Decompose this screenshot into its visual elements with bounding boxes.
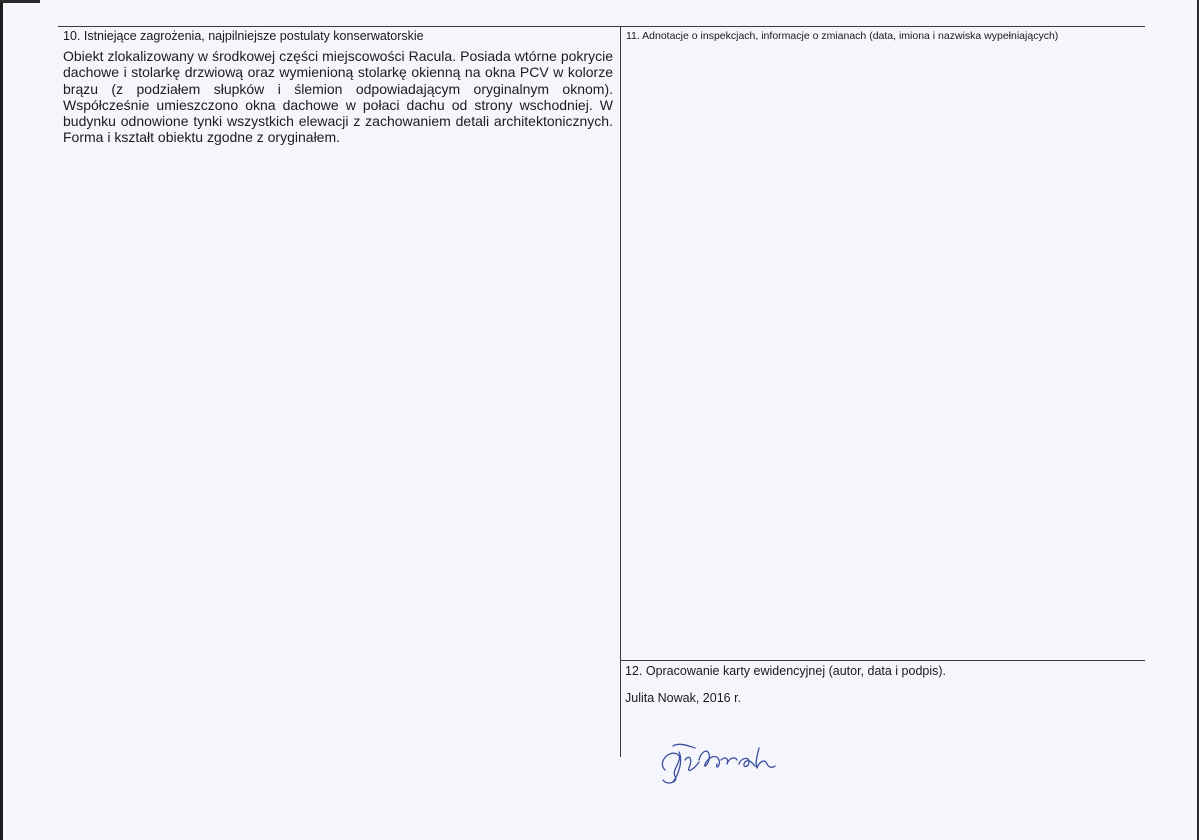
author-name: Julita Nowak, 2016 r. bbox=[625, 691, 742, 705]
top-rule bbox=[58, 26, 1145, 27]
section10-title: 10. Istniejące zagrożenia, najpilniejsze postulaty konserwatorskie bbox=[63, 29, 424, 43]
section11-title: 11. Adnotacje o inspekcjach, informacje o zmianach (data, imiona i nazwiska wypełniających) bbox=[626, 30, 1059, 42]
section12-rule bbox=[620, 660, 1145, 661]
scan-edge-top bbox=[0, 0, 40, 3]
scan-edge-left bbox=[0, 0, 3, 840]
section12-title: 12. Opracowanie karty ewidencyjnej (autor, data i podpis). bbox=[625, 664, 947, 678]
section10-body: Obiekt zlokalizowany w środkowej części miejscowości Racula. Posiada wtórne pokrycie dachowe i stolarkę drzwiową oraz wymienioną stolarkę okienną na okna PCV w kolorze brązu (z podziałem słupków i ślemion odpowiadającym oryginalnym oknom). Współcześnie umieszczono okna dachowe w połaci dachu od strony wschodniej. W budynku odnowione tynki wszystkich elewacji z zachowaniem detali architektonicznych. Forma i kształt obiektu zgodne z oryginałem. bbox=[63, 48, 613, 146]
column-divider bbox=[620, 26, 621, 757]
signature-image bbox=[655, 740, 825, 795]
